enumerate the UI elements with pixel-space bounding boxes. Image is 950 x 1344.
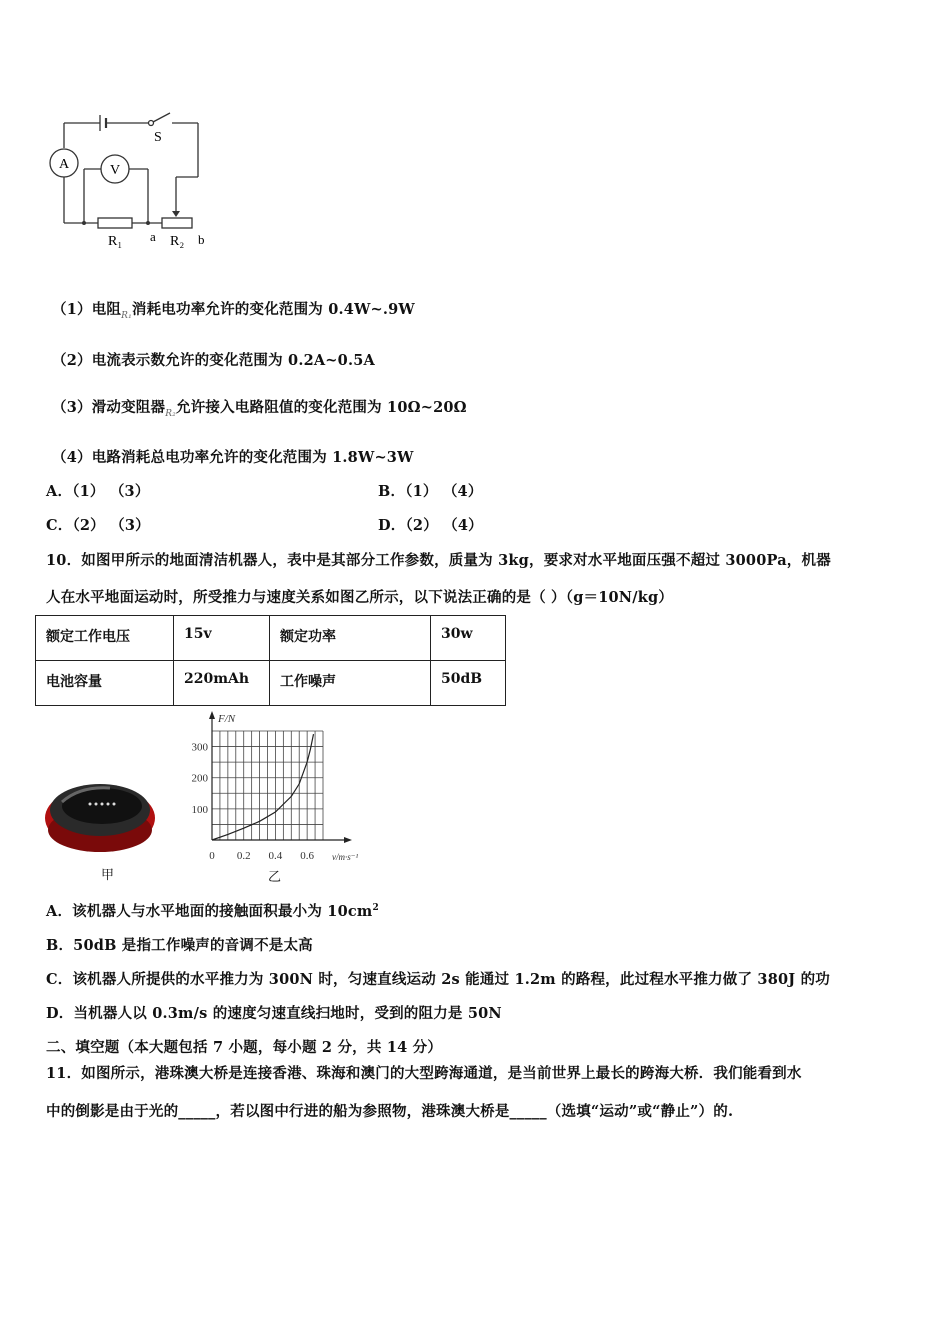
table-cell: 额定功率: [270, 616, 431, 661]
r1-label: R₁: [108, 234, 123, 249]
switch-label: S: [154, 130, 162, 145]
y-axis-arrow: [209, 711, 215, 719]
q10-stem-line1: 10．如图甲所示的地面清洁机器人，表中是其部分工作参数，质量为 3kg，要求对水平地面压强不超过 3000Pa，机器: [46, 552, 831, 569]
q9-item-2: （2）电流表示数允许的变化范围为 0.2A~0.5A: [52, 352, 375, 369]
q9-option-d[interactable]: D．（2） （4）: [378, 517, 483, 534]
r2-label: R₂: [170, 234, 185, 249]
table-cell: 15v: [174, 616, 270, 661]
circuit-diagram: [40, 105, 230, 255]
force-velocity-chart: [180, 708, 370, 868]
q9-option-b[interactable]: B．（1） （4）: [378, 483, 483, 500]
table-cell: 50dB: [431, 661, 506, 706]
y-tick-label: 200: [191, 772, 208, 785]
q9-item-4: （4）电路消耗总电功率允许的变化范围为 1.8W~3W: [52, 449, 414, 466]
q10-stem-line2: 人在水平地面运动时，所受推力与速度关系如图乙所示，以下说法正确的是（ ）（g＝10N/kg）: [46, 589, 674, 606]
x-axis-arrow: [344, 837, 352, 843]
q9-item-1: （1）电阻$_{R_1}$消耗电功率允许的变化范围为 0.4W~.9W: [52, 301, 415, 321]
table-cell: 30w: [431, 616, 506, 661]
point-b-label: b: [198, 232, 205, 247]
x-axis-label: v/m·s⁻¹: [332, 852, 359, 862]
x-tick-label: 0.4: [268, 850, 283, 862]
y-axis-label: F/N: [218, 713, 236, 725]
y-tick-label: 300: [191, 741, 208, 754]
table-row: [36, 616, 506, 661]
q10-option-c[interactable]: C．该机器人所提供的水平推力为 300N 时，匀速直线运动 2s 能通过 1.2m 的路程，此过程水平推力做了 380J 的功: [46, 971, 830, 988]
voltmeter-label: V: [109, 163, 121, 178]
table-cell: 工作噪声: [270, 661, 431, 706]
section-heading: 二、填空题（本大题包括 7 小题，每小题 2 分，共 14 分）: [46, 1039, 443, 1056]
table-row: [36, 661, 506, 706]
q9-option-c[interactable]: C．（2） （3）: [46, 517, 150, 534]
table-cell: 220mAh: [174, 661, 270, 706]
q10-option-b[interactable]: B．50dB 是指工作噪声的音调不是太高: [46, 937, 313, 954]
q11-line2: 中的倒影是由于光的_____，若以图中行进的船为参照物，港珠澳大桥是_____（选填“运动”或“静止”）的.: [46, 1103, 734, 1120]
point-a-label: a: [150, 229, 156, 244]
y-tick-label: 100: [191, 803, 208, 816]
q10-option-a[interactable]: A．该机器人与水平地面的接触面积最小为 $10cm^2$: [46, 903, 379, 920]
x-tick-label: 0.2: [236, 850, 251, 862]
robot-vacuum-image: [40, 760, 170, 860]
q11-line1: 11．如图所示，港珠澳大桥是连接香港、珠海和澳门的大型跨海通道，是当前世界上最长的跨海大桥．我们能看到水: [46, 1065, 802, 1082]
x-tick-label: 0: [209, 850, 215, 862]
q9-item-3: （3）滑动变阻器$_{R_2}$允许接入电路阻值的变化范围为 10Ω~20Ω: [52, 399, 467, 419]
table-cell: 电池容量: [36, 661, 174, 706]
q10-option-d[interactable]: D．当机器人以 0.3m/s 的速度匀速直线扫地时，受到的阻力是 50N: [46, 1005, 502, 1022]
table-cell: 额定工作电压: [36, 616, 174, 661]
ammeter-label: A: [58, 157, 70, 172]
figure-jia-caption: 甲: [101, 868, 115, 883]
q9-option-a[interactable]: A．（1） （3）: [46, 483, 150, 500]
parameter-table: [35, 615, 506, 706]
x-tick-label: 0.6: [300, 850, 315, 862]
figure-yi-caption: 乙: [268, 870, 282, 885]
